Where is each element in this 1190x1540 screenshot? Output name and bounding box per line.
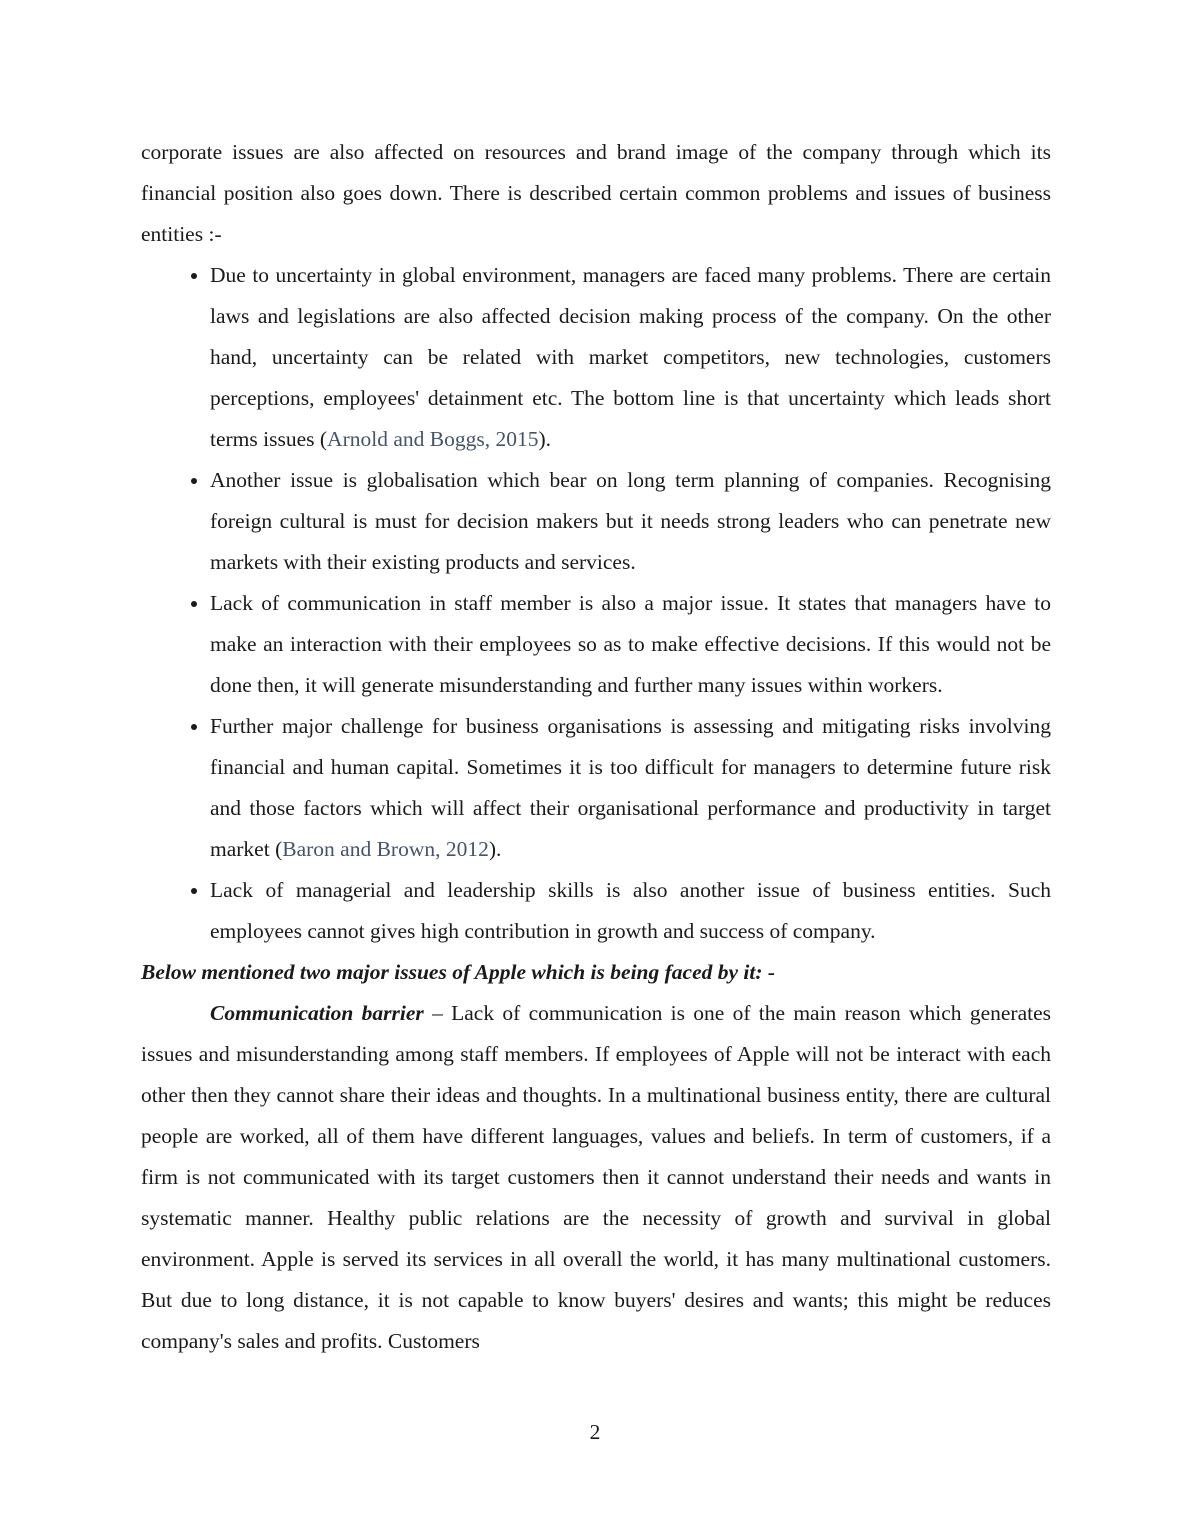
bullet-text: Lack of communication in staff member is also a major issue. It states that managers have to make an interaction with their employees so as to make effective decisions. If this would not be done then, it will generate misunderstanding and further many issues within workers. — [210, 591, 1051, 697]
bullet-text-after: ). — [488, 837, 502, 861]
page-number: 2 — [589, 1420, 601, 1444]
citation-arnold-boggs: Arnold and Boggs, 2015 — [327, 427, 539, 451]
bullet-text: Another issue is globalisation which bear on long term planning of companies. Recognising foreign cultural is must for decision makers but it needs strong leaders who can penetrate new markets with their existing products and services. — [210, 468, 1051, 574]
issues-bullet-list — [141, 255, 1051, 952]
bullet-text: Further major challenge for business organisations is assessing and mitigating risks involving financial and human capital. Sometimes it is too difficult for managers to determine future risk and those factors which will affect their organisational performance and productivity in target market ( — [210, 714, 1051, 861]
intro-paragraph: corporate issues are also affected on resources and brand image of the company through which its financial position also goes down. There is described certain common problems and issues of business entities :- — [141, 140, 1051, 246]
apple-issues-heading: Below mentioned two major issues of Apple which is being faced by it: - — [141, 960, 776, 984]
bullet-text-after: ). — [538, 427, 552, 451]
bullet-leadership — [210, 870, 1051, 952]
bullet-text: Lack of managerial and leadership skills is also another issue of business entities. Such employees cannot gives high contribution in growth and success of company. — [210, 878, 1051, 943]
communication-barrier-body: – Lack of communication is one of the main reason which generates issues and misunderstanding among staff members. If employees of Apple will not be interact with each other then they cannot share their ideas and thoughts. In a multinational business entity, there are cultural people are worked, all of them have different languages, values and beliefs. In term of customers, if a firm is not communicated with its target customers then it cannot understand their needs and wants in systematic manner. Healthy public relations are the necessity of growth and survival in global environment. Apple is served its services in all overall the world, it has many multinational customers. But due to long distance, it is not capable to know buyers' desires and wants; this might be reduces company's sales and profits. Customers — [141, 1001, 1051, 1353]
document-page — [141, 132, 1051, 1362]
communication-barrier-lead: Communication barrier — [210, 1001, 424, 1025]
bullet-communication — [210, 583, 1051, 706]
bullet-uncertainty — [210, 255, 1051, 460]
bullet-globalisation — [210, 460, 1051, 583]
bullet-risk — [210, 706, 1051, 870]
citation-baron-brown: Baron and Brown, 2012 — [282, 837, 489, 861]
communication-barrier-paragraph — [141, 993, 1051, 1362]
bullet-text: Due to uncertainty in global environment, managers are faced many problems. There are certain laws and legislations are also affected decision making process of the company. On the other hand, uncertainty can be related with market competitors, new technologies, customers perceptions, employees' detainment etc. The bottom line is that uncertainty which leads short terms issues ( — [210, 263, 1051, 451]
